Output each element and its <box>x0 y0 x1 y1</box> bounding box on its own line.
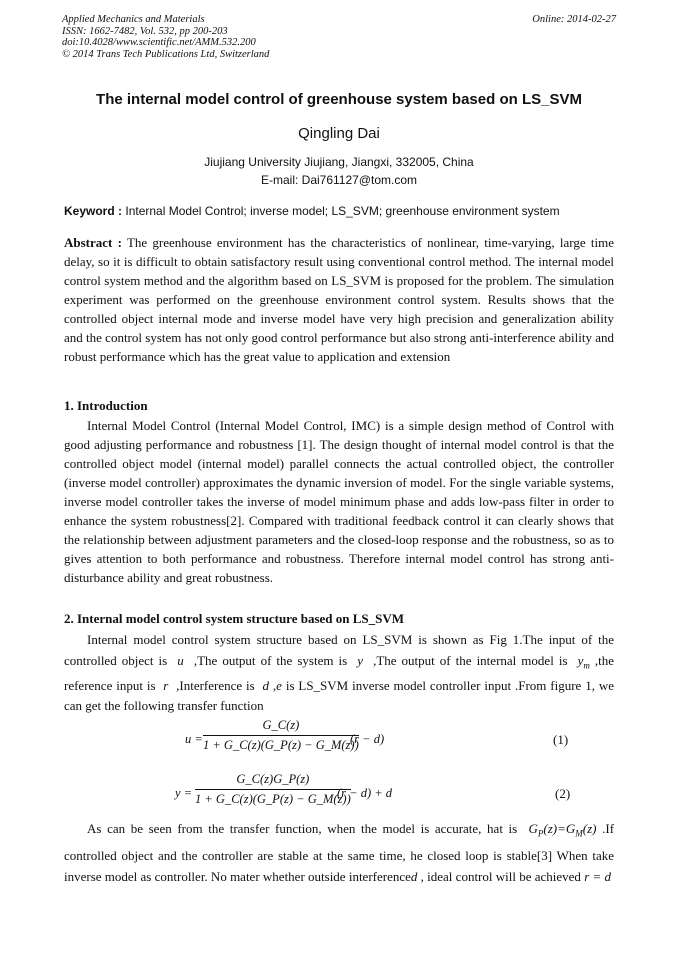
s2-p2-b: .If controlled object and the controller are stable at the same time, he closed loop is stable[3] When take inverse model as controller. No mater whether outside interference <box>64 821 615 884</box>
eq1-lhs: u = <box>185 732 203 746</box>
online-date: Online: 2014-02-27 <box>532 14 616 25</box>
keywords <box>64 204 618 218</box>
eq2-numerator: G_C(z)G_P(z) <box>236 772 310 786</box>
eq1-rhs: (r − d) <box>350 732 385 746</box>
eq2-fraction <box>195 772 351 807</box>
eq1-denominator: 1 + G_C(z)(G_P(z) − G_M(z)) <box>203 738 359 752</box>
affiliation: Jiujiang University Jiujiang, Jiangxi, 332005, China <box>204 155 474 169</box>
section1-heading: 1. Introduction <box>64 398 148 413</box>
section1-text: Internal Model Control (Internal Model Control, IMC) is a simple design method of Control with good adjusting performance and robustness [1]. The design thought of internal model control is that the controlled object model (internal model) parallel connects the actual controlled object, the controller (inverse model controller) approximates the dynamic inversion of model. For the single variable systems, inverse model controller takes the inverse of model minimum phase and adds low-pass filter in order to enhance the system robustness[2]. Compared with traditional feedback control it can clearly shows that the relationship between adjustment parameters and the closed-loop response and the robustness, so as to gives attention to both performance and robustness. Therefore internal model control has strong anti-disturbance ability and great robustness. <box>64 418 614 585</box>
eq-gp-gm: $G_P(z)=G_M(z)$ <box>528 821 597 839</box>
s2-text-f: is LS_SVM inverse model controller input .From figure 1, we can get the following transfer function <box>64 677 615 714</box>
eq1-fraction <box>203 718 359 753</box>
eq2-rhs: (r − d) + d <box>337 786 393 800</box>
abstract <box>64 233 614 366</box>
email: E-mail: Dai761127@tom.com <box>260 173 418 187</box>
paper-title: The internal model control of greenhouse system based on LS_SVM <box>96 91 582 108</box>
journal-name: Applied Mechanics and Materials <box>62 14 205 25</box>
s2-p2-c: , ideal control will be achieved <box>420 868 581 884</box>
keyword-text: Internal Model Control; inverse model; LS_SVM; greenhouse environment system <box>125 204 560 218</box>
abstract-text: The greenhouse environment has the characteristics of nonlinear, time-varying, large time delay, so it is difficult to obtain satisfactory result using conventional control method. The internal model control system method and the algorithm based on LS_SVM is proposed for the problem. The simulation experiment was performed on the greenhouse environment control system. Results shows that the controlled object internal mode and inverse model have very high precision and generalization ability and the control system has not only good control performance but also strong anti-interference ability and robust performance which has the great value to application and extension <box>64 235 614 364</box>
var-r: r <box>163 677 169 693</box>
s2-text-b: ,The output of the system is <box>193 652 348 668</box>
eq2-denominator: 1 + G_C(z)(G_P(z) − G_M(z)) <box>195 792 351 806</box>
var-e: e <box>276 677 282 693</box>
copyright-line: © 2014 Trans Tech Publications Ltd, Switzerland <box>62 48 270 60</box>
eq2-lhs: y = <box>175 786 193 800</box>
s2-p2-a: As can be seen from the transfer function, when the model is accurate, hat is <box>87 821 518 836</box>
issn-line: ISSN: 1662-7482, Vol. 532, pp 200-203 <box>62 25 228 37</box>
s2-text-d: ,the reference input is <box>64 652 615 693</box>
s2-text-e: ,Interference is <box>176 677 255 693</box>
s2-text-a: Internal model control system structure based on LS_SVM is shown as Fig 1.The input of the controlled object is <box>64 632 614 668</box>
journal-header <box>62 14 616 60</box>
affiliation-block <box>0 153 678 189</box>
var-y: y <box>357 652 363 668</box>
author-name: Qingling Dai <box>298 125 380 142</box>
keyword-label: Keyword : <box>64 204 123 218</box>
eq1-numerator: G_C(z) <box>262 718 300 732</box>
s2-text-c: ,The output of the internal model is <box>373 652 568 668</box>
section2-para2 <box>64 818 614 887</box>
r-equals-d: r = d <box>584 868 612 884</box>
eq2-number: (2) <box>555 786 571 801</box>
var-d: d <box>262 677 270 693</box>
var-ym: $y_m$ <box>577 652 590 671</box>
section2-heading: 2. Internal model control system structure based on LS_SVM <box>64 611 405 626</box>
var-d2: d <box>410 868 418 884</box>
doi-line: doi:10.4028/www.scientific.net/AMM.532.200 <box>62 37 256 48</box>
var-u: u <box>177 652 184 668</box>
section1-body <box>64 416 614 587</box>
section2-para1: Internal model control system structure based on LS_SVM is shown as Fig 1.The input of the controlled object is u ,The output of the system is y ,The output of the internal model is $y_m$ ,the reference input is r ,Interference is d ,e is LS_SVM inverse model controller input .From figure 1, we can get the following transfer function <box>64 632 615 714</box>
abstract-label: Abstract : <box>64 235 122 250</box>
eq1-number: (1) <box>553 732 569 747</box>
